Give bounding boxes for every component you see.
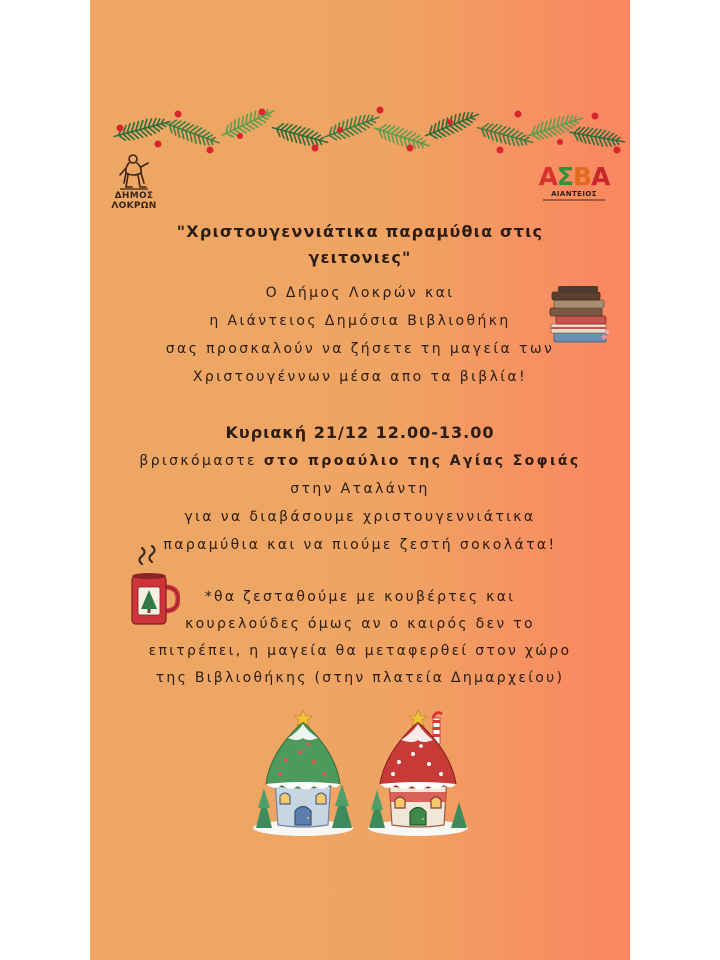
weather-note-line: επιτρέπει, η μαγεία θα μεταφερθεί στον χώρο bbox=[148, 643, 572, 659]
garland-branches bbox=[112, 104, 625, 154]
invitation-line: η Αιάντειος Δημόσια Βιβλιοθήκη bbox=[209, 313, 511, 329]
library-logo-mark bbox=[532, 163, 616, 190]
library-logo-letter: Β bbox=[573, 162, 592, 191]
library-logo-subtitle-rule bbox=[543, 199, 605, 201]
library-logo bbox=[532, 163, 616, 211]
green-roof-house-icon bbox=[252, 708, 354, 836]
event-line: στην Αταλάντη bbox=[290, 481, 430, 497]
invitation-line: σας προσκαλούν να ζήσετε τη μαγεία των bbox=[165, 341, 555, 357]
pine-garland bbox=[90, 100, 630, 170]
poster-title-line2: γειτονιες" bbox=[308, 248, 412, 267]
event-location-line bbox=[90, 447, 630, 475]
invitation-line: Χριστουγέννων μέσα απο τα βιβλία! bbox=[192, 369, 528, 385]
library-logo-name: ΑΙΑΝΤΕΙΟΣ bbox=[551, 190, 597, 198]
poster bbox=[90, 0, 630, 960]
municipality-logo-line2: ΛΟΚΡΩΝ bbox=[111, 201, 157, 211]
hot-chocolate-mug-icon bbox=[128, 545, 180, 627]
library-logo-letter: Σ bbox=[556, 162, 573, 191]
weather-note-line: κουρελούδες όμως αν ο καιρός δεν το bbox=[185, 616, 535, 632]
municipality-figure-icon bbox=[116, 153, 152, 191]
poster-title-line1: "Χριστουγεννιάτικα παραμύθια στις bbox=[176, 222, 544, 241]
event-line: παραμύθια και να πιούμε ζεστή σοκολάτα! bbox=[163, 537, 557, 553]
event-location-place: στο προαύλιο της Αγίας Σοφιάς bbox=[263, 453, 581, 469]
invitation-line: Ο Δήμος Λοκρών και bbox=[265, 285, 455, 301]
library-logo-letter: Α bbox=[538, 162, 557, 191]
municipality-logo bbox=[104, 153, 164, 213]
event-date-time: Κυριακή 21/12 12.00-13.00 bbox=[225, 423, 495, 442]
municipality-logo-line1: ΔΗΜΟΣ bbox=[114, 191, 154, 201]
weather-note-line: της Βιβλιοθήκης (στην πλατεία Δημαρχείου) bbox=[155, 670, 565, 686]
red-roof-house-icon bbox=[367, 708, 469, 836]
library-logo-letter: Α bbox=[591, 162, 610, 191]
event-line: για να διαβάσουμε χριστουγεννιάτικα bbox=[184, 509, 536, 525]
weather-note-line: *θα ζεσταθούμε με κουβέρτες και bbox=[204, 589, 516, 605]
event-location-prefix: βρισκόμαστε bbox=[139, 453, 264, 469]
